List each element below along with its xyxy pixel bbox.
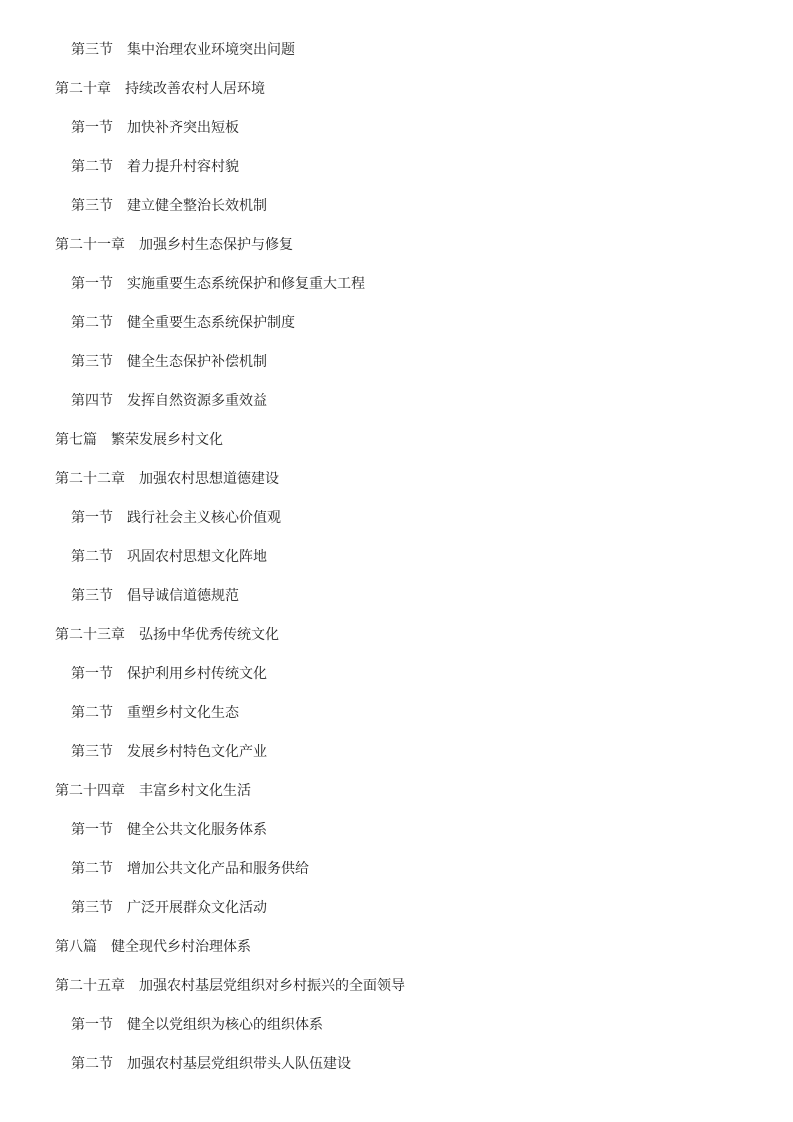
toc-chapter-entry — [55, 80, 265, 98]
toc-section-entry — [71, 275, 365, 293]
toc-entry-title: 倡导诚信道德规范 — [127, 588, 239, 604]
toc-entry-number: 第二十五章 — [55, 978, 125, 994]
toc-entry-title: 集中治理农业环境突出问题 — [127, 42, 295, 58]
toc-entry-number: 第七篇 — [55, 432, 97, 448]
toc-section-entry — [71, 392, 267, 410]
toc-entry-title: 健全现代乡村治理体系 — [111, 939, 251, 955]
toc-entry-number: 第一节 — [71, 510, 113, 526]
toc-section-entry — [71, 899, 267, 917]
toc-entry-number: 第一节 — [71, 120, 113, 136]
toc-entry-title: 持续改善农村人居环境 — [125, 81, 265, 97]
toc-section-entry — [71, 821, 267, 839]
toc-chapter-entry — [55, 977, 405, 995]
toc-entry-number: 第二十四章 — [55, 783, 125, 799]
toc-entry-number: 第二十一章 — [55, 237, 125, 253]
toc-entry-number: 第二节 — [71, 705, 113, 721]
toc-entry-number: 第二节 — [71, 315, 113, 331]
toc-entry-title: 加强农村思想道德建设 — [139, 471, 279, 487]
toc-entry-number: 第一节 — [71, 822, 113, 838]
toc-section-entry — [71, 1016, 323, 1034]
toc-chapter-entry — [55, 431, 223, 449]
toc-entry-title: 加强农村基层党组织对乡村振兴的全面领导 — [139, 978, 405, 994]
toc-entry-title: 加快补齐突出短板 — [127, 120, 239, 136]
toc-entry-title: 健全生态保护补偿机制 — [127, 354, 267, 370]
toc-entry-number: 第三节 — [71, 744, 113, 760]
toc-section-entry — [71, 353, 267, 371]
toc-entry-number: 第二十二章 — [55, 471, 125, 487]
toc-entry-title: 健全公共文化服务体系 — [127, 822, 267, 838]
toc-entry-title: 重塑乡村文化生态 — [127, 705, 239, 721]
toc-entry-number: 第三节 — [71, 42, 113, 58]
toc-entry-title: 健全以党组织为核心的组织体系 — [127, 1017, 323, 1033]
toc-entry-number: 第四节 — [71, 393, 113, 409]
toc-section-entry — [71, 704, 239, 722]
toc-section-entry — [71, 587, 239, 605]
toc-chapter-entry — [55, 782, 251, 800]
toc-chapter-entry — [55, 236, 293, 254]
toc-entry-title: 增加公共文化产品和服务供给 — [127, 861, 309, 877]
toc-entry-title: 实施重要生态系统保护和修复重大工程 — [127, 276, 365, 292]
toc-section-entry — [71, 41, 295, 59]
toc-section-entry — [71, 119, 239, 137]
toc-entry-title: 繁荣发展乡村文化 — [111, 432, 223, 448]
toc-entry-number: 第二节 — [71, 159, 113, 175]
toc-entry-number: 第二节 — [71, 1056, 113, 1072]
toc-section-entry — [71, 665, 267, 683]
toc-section-entry — [71, 197, 267, 215]
toc-section-entry — [71, 314, 295, 332]
toc-section-entry — [71, 158, 239, 176]
toc-section-entry — [71, 743, 267, 761]
toc-section-entry — [71, 1055, 351, 1073]
toc-entry-number: 第一节 — [71, 1017, 113, 1033]
toc-entry-title: 健全重要生态系统保护制度 — [127, 315, 295, 331]
toc-entry-title: 践行社会主义核心价值观 — [127, 510, 281, 526]
toc-entry-number: 第一节 — [71, 276, 113, 292]
toc-entry-number: 第二节 — [71, 549, 113, 565]
toc-entry-number: 第三节 — [71, 354, 113, 370]
toc-entry-number: 第一节 — [71, 666, 113, 682]
toc-chapter-entry — [55, 470, 279, 488]
toc-section-entry — [71, 509, 281, 527]
toc-entry-number: 第二十三章 — [55, 627, 125, 643]
toc-entry-number: 第二十章 — [55, 81, 111, 97]
toc-entry-title: 弘扬中华优秀传统文化 — [139, 627, 279, 643]
toc-entry-title: 加强农村基层党组织带头人队伍建设 — [127, 1056, 351, 1072]
toc-entry-title: 加强乡村生态保护与修复 — [139, 237, 293, 253]
toc-entry-number: 第二节 — [71, 861, 113, 877]
toc-entry-number: 第三节 — [71, 900, 113, 916]
toc-entry-title: 保护利用乡村传统文化 — [127, 666, 267, 682]
toc-entry-title: 巩固农村思想文化阵地 — [127, 549, 267, 565]
toc-entry-title: 发展乡村特色文化产业 — [127, 744, 267, 760]
toc-section-entry — [71, 548, 267, 566]
toc-entry-title: 丰富乡村文化生活 — [139, 783, 251, 799]
toc-entry-title: 着力提升村容村貌 — [127, 159, 239, 175]
toc-entry-title: 发挥自然资源多重效益 — [127, 393, 267, 409]
toc-entry-number: 第三节 — [71, 198, 113, 214]
toc-chapter-entry — [55, 938, 251, 956]
toc-entry-title: 广泛开展群众文化活动 — [127, 900, 267, 916]
toc-entry-number: 第三节 — [71, 588, 113, 604]
toc-section-entry — [71, 860, 309, 878]
toc-entry-number: 第八篇 — [55, 939, 97, 955]
toc-entry-title: 建立健全整治长效机制 — [127, 198, 267, 214]
toc-chapter-entry — [55, 626, 279, 644]
